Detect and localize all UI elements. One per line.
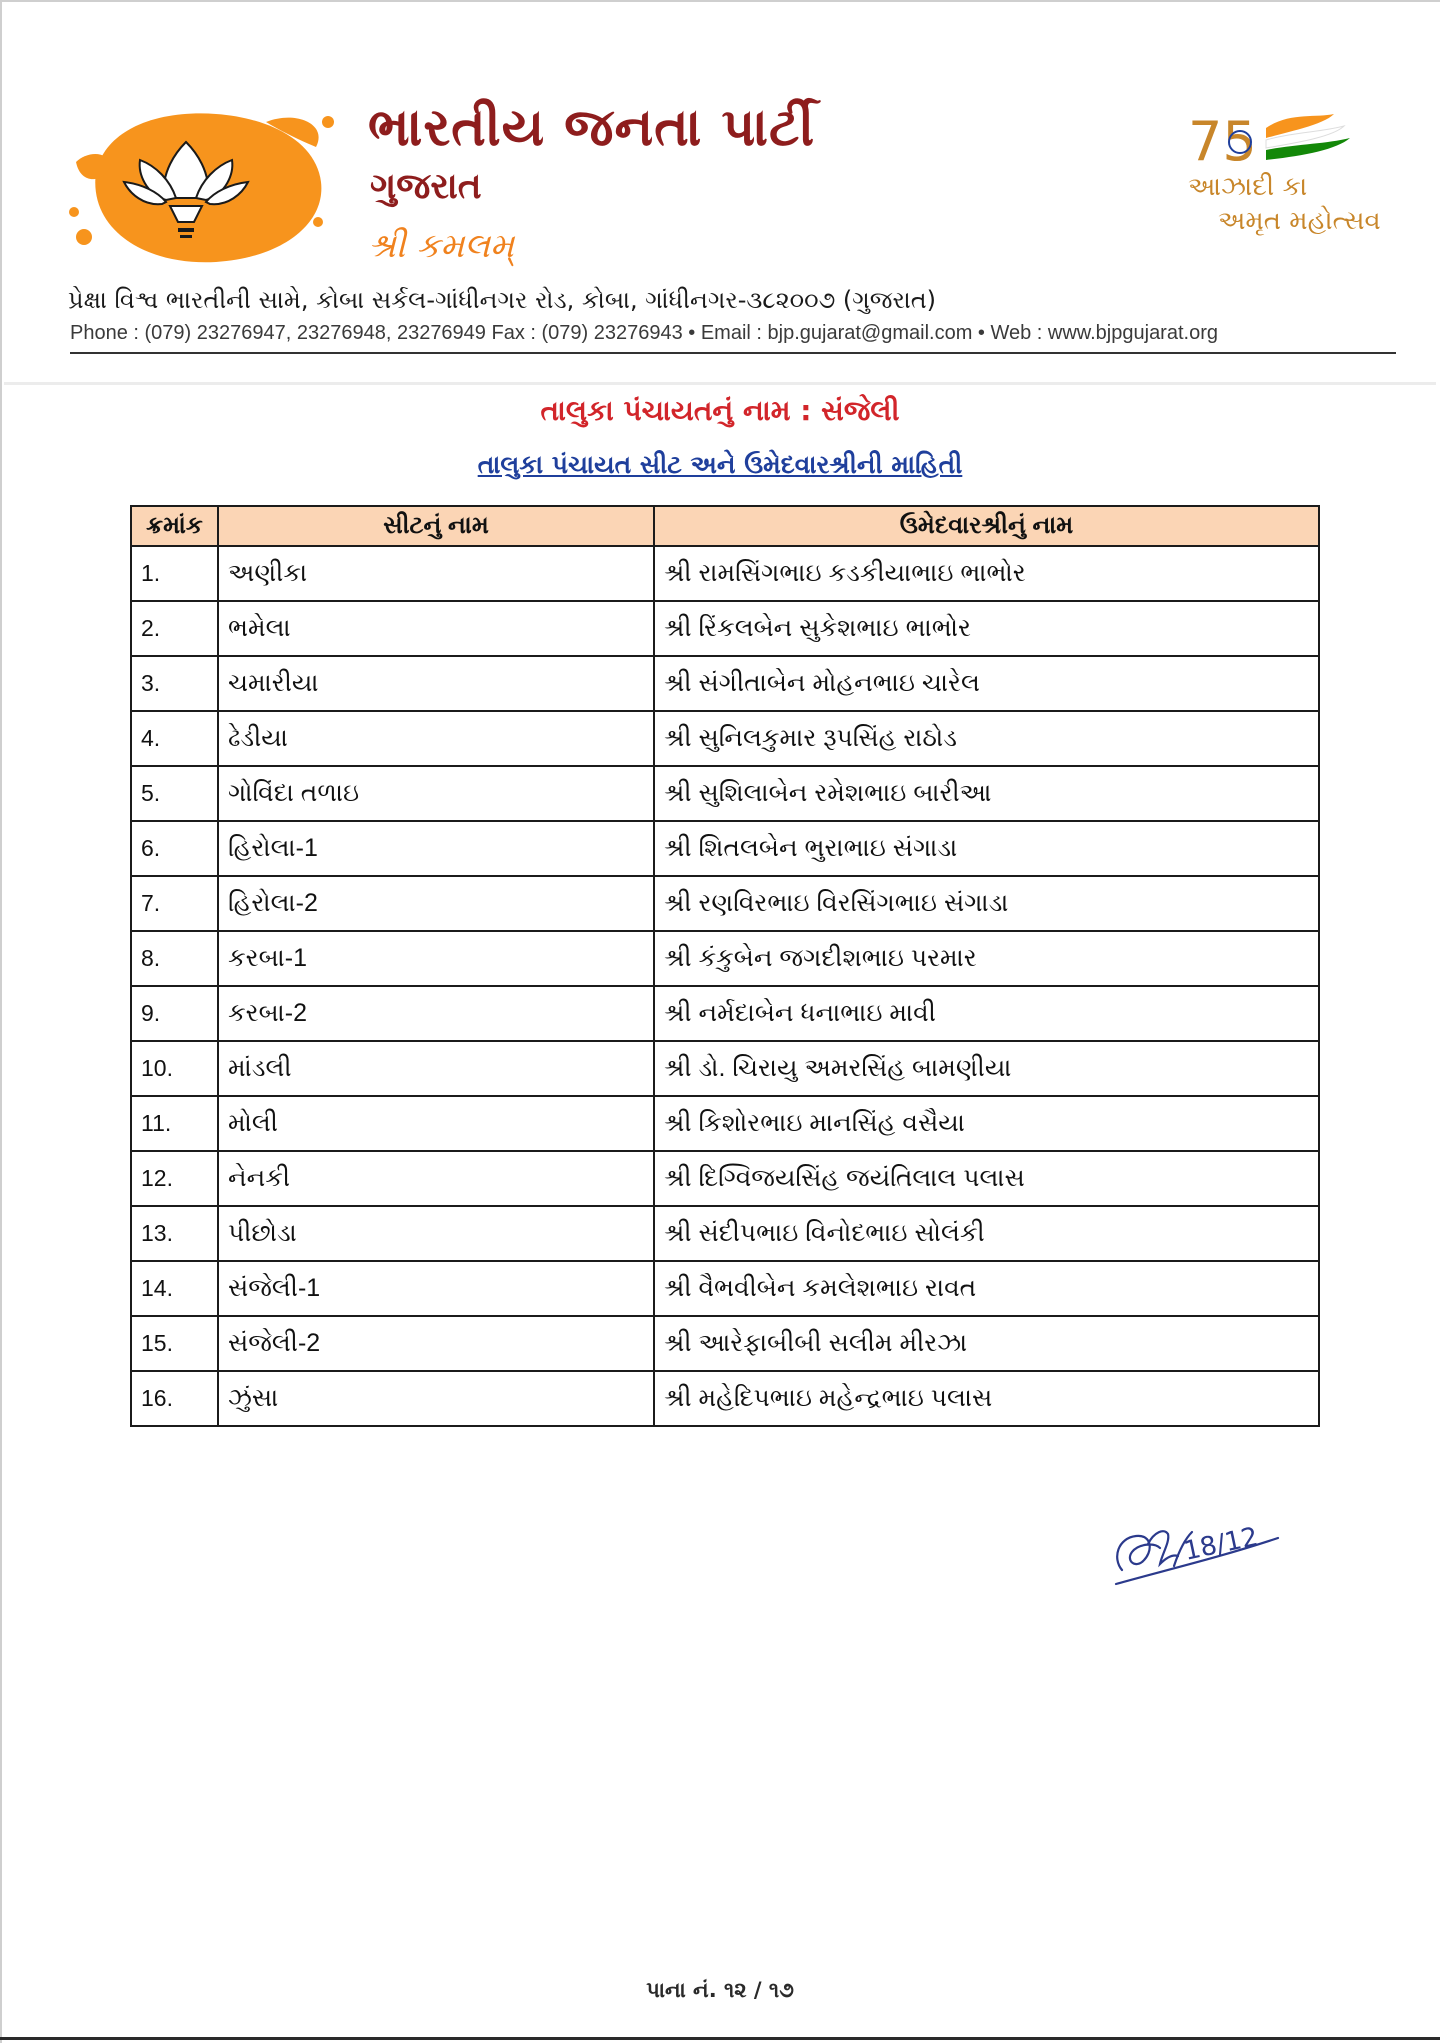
cell-seat: હિરોલા-2 <box>218 876 654 931</box>
contact-details: Phone : (079) 23276947, 23276948, 23276949 Fax : (079) 23276943 • Email : bjp.gujarat@gmail.com • Web : www.bjpgujarat.org <box>70 322 1218 344</box>
cell-serial: 8. <box>131 931 218 986</box>
table-header-row <box>131 506 1319 546</box>
cell-seat: ભમેલા <box>218 601 654 656</box>
table-row <box>131 986 1319 1041</box>
azadi-number: 75 <box>1188 110 1257 173</box>
cell-serial: 13. <box>131 1206 218 1261</box>
org-name: ભારતીય જનતા પાર્ટી <box>368 98 816 158</box>
cell-candidate: શ્રી રિંકલબેન સુકેશભાઇ ભાભોર <box>654 601 1319 656</box>
taluka-heading: તાલુકા પંચાયતનું નામ : સંજેલી <box>540 394 900 427</box>
cell-candidate: શ્રી ડો. ચિરાયુ અમરસિંહ બામણીયા <box>654 1041 1319 1096</box>
cell-seat: માંડલી <box>218 1041 654 1096</box>
office-address: પ્રેક્ષા વિશ્વ ભારતીની સામે, કોબા સર્કલ-ગાંધીનગર રોડ, કોબા, ગાંધીનગર-૩૮૨૦૦૭ (ગુજરાત) <box>68 286 937 314</box>
table-row <box>131 601 1319 656</box>
table-row <box>131 1206 1319 1261</box>
candidates-table <box>130 505 1320 1427</box>
cell-serial: 4. <box>131 711 218 766</box>
cell-serial: 9. <box>131 986 218 1041</box>
cell-candidate: શ્રી સુનિલકુમાર રૂપસિંહ રાઠોડ <box>654 711 1319 766</box>
cell-seat: કરબા-1 <box>218 931 654 986</box>
cell-serial: 2. <box>131 601 218 656</box>
cell-seat: કરબા-2 <box>218 986 654 1041</box>
cell-serial: 15. <box>131 1316 218 1371</box>
cell-seat: ચમારીયા <box>218 656 654 711</box>
cell-serial: 10. <box>131 1041 218 1096</box>
cell-seat: મોલી <box>218 1096 654 1151</box>
table-row <box>131 1316 1319 1371</box>
cell-seat: પીછોડા <box>218 1206 654 1261</box>
cell-serial: 16. <box>131 1371 218 1426</box>
table-row <box>131 821 1319 876</box>
header-candidate: ઉમેદવારશ્રીનું નામ <box>654 506 1319 546</box>
cell-seat: હિરોલા-1 <box>218 821 654 876</box>
cell-candidate: શ્રી મહેદિપભાઇ મહેન્દ્રભાઇ પલાસ <box>654 1371 1319 1426</box>
table-row <box>131 546 1319 601</box>
cell-candidate: શ્રી દિગ્વિજયસિંહ જયંતિલાલ પલાસ <box>654 1151 1319 1206</box>
cell-seat: સંજેલી-2 <box>218 1316 654 1371</box>
azadi-line2: અમૃત મહોત્સવ <box>1218 206 1381 236</box>
cell-serial: 3. <box>131 656 218 711</box>
table-row <box>131 931 1319 986</box>
cell-candidate: શ્રી સંગીતાબેન મોહનભાઇ ચારેલ <box>654 656 1319 711</box>
cell-candidate: શ્રી નર્મદાબેન ધનાભાઇ માવી <box>654 986 1319 1041</box>
cell-seat: સંજેલી-1 <box>218 1261 654 1316</box>
org-office: શ્રી કમલમ્ <box>368 226 514 266</box>
cell-candidate: શ્રી વૈભવીબેન કમલેશભાઇ રાવત <box>654 1261 1319 1316</box>
table-row <box>131 1151 1319 1206</box>
table-row <box>131 1096 1319 1151</box>
table-body <box>131 546 1319 1426</box>
table-row <box>131 766 1319 821</box>
table-row <box>131 1371 1319 1426</box>
cell-candidate: શ્રી કિશોરભાઇ માનસિંહ વસૈયા <box>654 1096 1319 1151</box>
cell-serial: 7. <box>131 876 218 931</box>
cell-seat: ઝુંસા <box>218 1371 654 1426</box>
table-row <box>131 876 1319 931</box>
cell-candidate: શ્રી સંદીપભાઇ વિનોદભાઇ સોલંકી <box>654 1206 1319 1261</box>
header-serial: ક્રમાંક <box>131 506 218 546</box>
lotus-logo-icon <box>66 102 336 270</box>
table-row <box>131 711 1319 766</box>
cell-candidate: શ્રી રણવિરભાઇ વિરસિંગભાઇ સંગાડા <box>654 876 1319 931</box>
cell-serial: 12. <box>131 1151 218 1206</box>
bottom-rule <box>0 2037 1440 2040</box>
page-number: પાના નં. ૧૨ / ૧૭ <box>646 1978 794 2002</box>
header-separator <box>4 382 1436 385</box>
cell-candidate: શ્રી રામસિંગભાઇ કડકીયાભાઇ ભાભોર <box>654 546 1319 601</box>
table-row <box>131 1041 1319 1096</box>
azadi-line1: આઝાદી કા <box>1188 172 1308 202</box>
cell-seat: અણીકા <box>218 546 654 601</box>
cell-candidate: શ્રી શિતલબેન ભુરાભાઇ સંગાડા <box>654 821 1319 876</box>
table-row <box>131 656 1319 711</box>
table-row <box>131 1261 1319 1316</box>
cell-seat: ઢેડીયા <box>218 711 654 766</box>
cell-seat: નેનકી <box>218 1151 654 1206</box>
cell-serial: 1. <box>131 546 218 601</box>
signature-date: 18/12 <box>1181 1521 1261 1567</box>
cell-serial: 11. <box>131 1096 218 1151</box>
handwritten-signature-icon <box>1108 1508 1293 1598</box>
letterhead-divider <box>70 352 1396 354</box>
cell-serial: 14. <box>131 1261 218 1316</box>
cell-candidate: શ્રી સુશિલાબેન રમેશભાઇ બારીઆ <box>654 766 1319 821</box>
cell-candidate: શ્રી કંકુબેન જગદીશભાઇ પરમાર <box>654 931 1319 986</box>
cell-seat: ગોવિંદા તળાઇ <box>218 766 654 821</box>
cell-serial: 6. <box>131 821 218 876</box>
cell-serial: 5. <box>131 766 218 821</box>
table-subheading: તાલુકા પંચાયત સીટ અને ઉમેદવારશ્રીની માહિતી <box>477 450 963 479</box>
org-state: ગુજરાત <box>370 166 482 207</box>
cell-candidate: શ્રી આરેફાબીબી સલીમ મીરઝા <box>654 1316 1319 1371</box>
header-seat: સીટનું નામ <box>218 506 654 546</box>
